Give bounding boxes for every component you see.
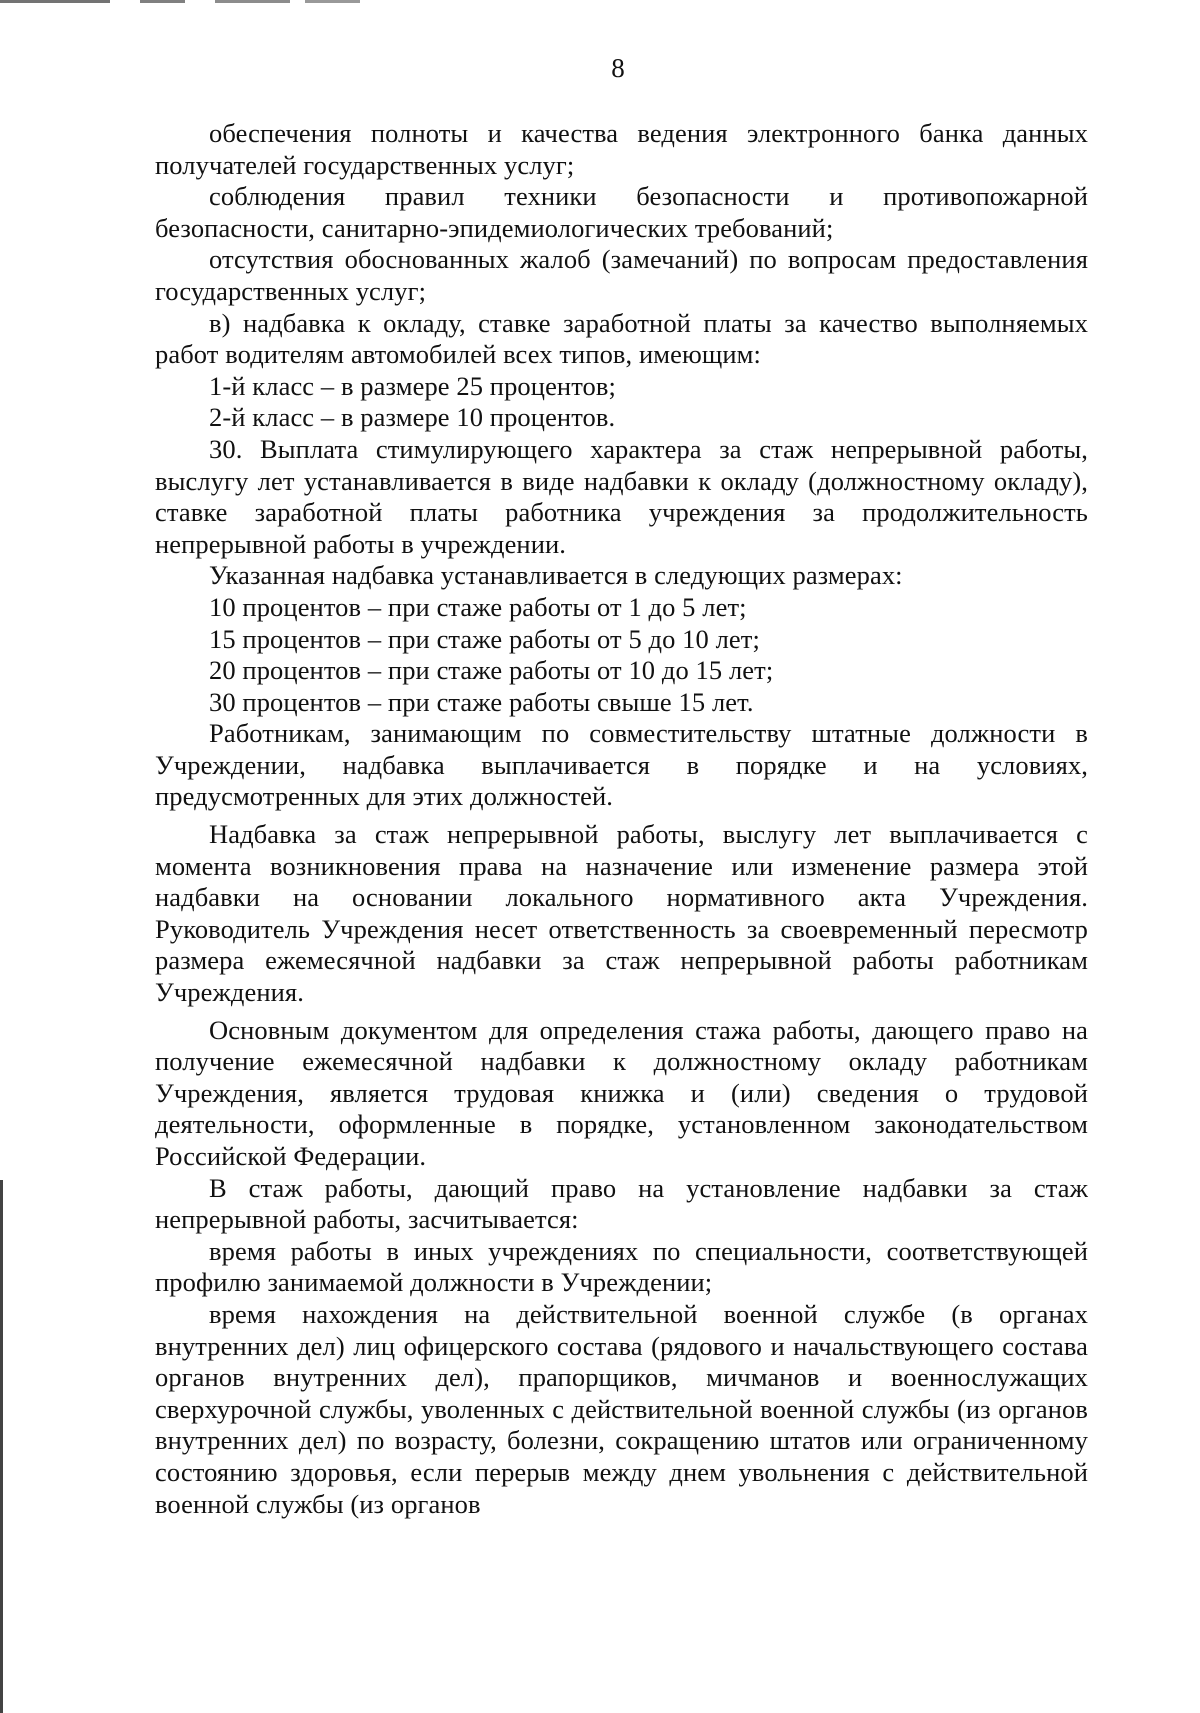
paragraph: обеспечения полноты и качества ведения электронного банка данных получателей государственных услуг; bbox=[155, 118, 1088, 180]
paragraph: время нахождения на действительной военной службе (в органах внутренних дел) лиц офицерского состава (рядового и начальствующего состава органов внутренних дел), прапорщиков, мичманов и военнослужащих сверхурочной службы, уволенных с действительной военной службы (из органов внутренних дел) по возрасту, болезни, сокращению штатов или ограниченному состоянию здоровья, если перерыв между днем увольнения с действительной военной службы (из органов bbox=[155, 1298, 1088, 1519]
paragraph: Основным документом для определения стажа работы, дающего право на получение ежемесячной надбавки к должностному окладу работникам Учреждения, является трудовая книжка и (или) сведения о трудовой деятельности, оформленные в порядке, установленном законодательством Российской Федерации. bbox=[155, 1014, 1088, 1171]
paragraph: 30. Выплата стимулирующего характера за стаж непрерывной работы, выслугу лет устанавливается в виде надбавки к окладу (должностному окладу), ставке заработной платы работника учреждения за продолжительность непрерывной работы в учреждении. bbox=[155, 433, 1088, 559]
paragraph: Надбавка за стаж непрерывной работы, выслугу лет выплачивается с момента возникновения права на назначение или изменение размера этой надбавки на основании локального нормативного акта Учреждения. Руководитель Учреждения несет ответственность за своевременный пересмотр размера ежемесячной надбавки за стаж непрерывной работы работникам Учреждения. bbox=[155, 819, 1088, 1008]
paragraph: отсутствия обоснованных жалоб (замечаний) по вопросам предоставления государственных услуг; bbox=[155, 244, 1088, 306]
list-item: 15 процентов – при стаже работы от 5 до 10 лет; bbox=[209, 623, 760, 654]
list-item: 10 процентов – при стаже работы от 1 до 5 лет; bbox=[209, 591, 747, 622]
paragraph: в) надбавка к окладу, ставке заработной платы за качество выполняемых работ водителям автомобилей всех типов, имеющим: bbox=[155, 307, 1088, 370]
scan-edge-mark-top bbox=[0, 0, 360, 3]
list-item: 2-й класс – в размере 10 процентов. bbox=[209, 402, 616, 433]
document-body bbox=[155, 118, 1088, 1520]
paragraph: время работы в иных учреждениях по специальности, соответствующей профилю занимаемой должности в Учреждении; bbox=[155, 1235, 1088, 1298]
scan-edge-mark-left bbox=[0, 1180, 3, 1713]
paragraph: Работникам, занимающим по совместительству штатные должности в Учреждении, надбавка выплачивается в порядке и на условиях, предусмотренных для этих должностей. bbox=[155, 718, 1088, 812]
paragraph: В стаж работы, дающий право на установление надбавки за стаж непрерывной работы, засчитывается: bbox=[155, 1172, 1088, 1235]
paragraph: соблюдения правил техники безопасности и противопожарной безопасности, санитарно-эпидемиологических требований; bbox=[155, 181, 1088, 243]
list-item: 30 процентов – при стаже работы свыше 15 лет. bbox=[209, 686, 754, 717]
paragraph: Указанная надбавка устанавливается в следующих размерах: bbox=[209, 560, 903, 591]
list-item: 20 процентов – при стаже работы от 10 до 15 лет; bbox=[209, 655, 774, 686]
page-number: 8 bbox=[611, 53, 625, 83]
list-item: 1-й класс – в размере 25 процентов; bbox=[209, 370, 616, 401]
